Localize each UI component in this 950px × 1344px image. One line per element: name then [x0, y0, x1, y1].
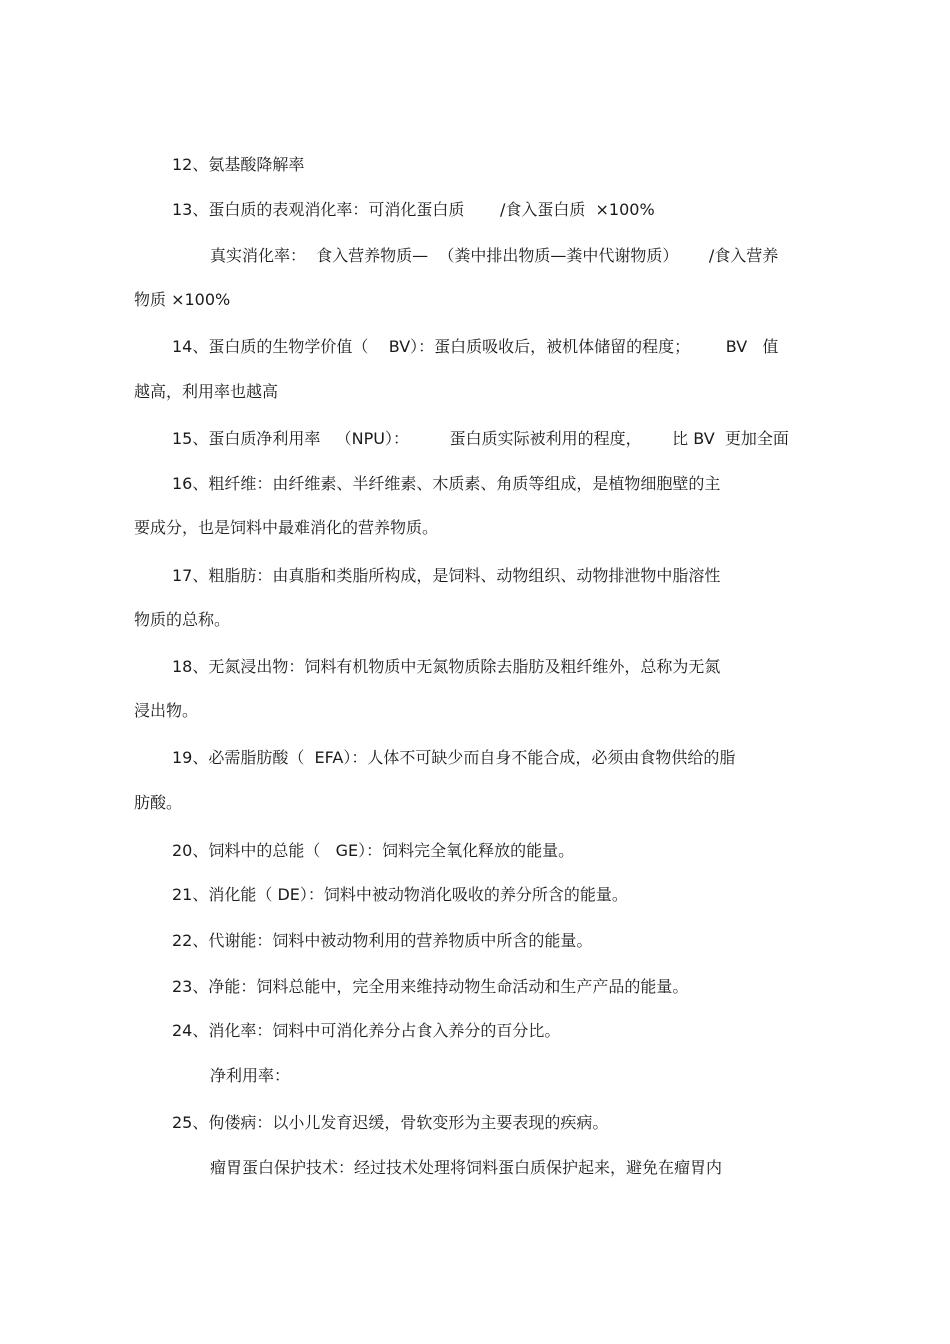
term-13-line: 13、蛋白质的表观消化率：可消化蛋白质 /食入蛋白质 ×100% — [172, 200, 655, 219]
term-21-line: 21、消化能（ DE）：饲料中被动物消化吸收的养分所含的能量。 — [172, 885, 628, 904]
rumen-protein-protection-line: 瘤胃蛋白保护技术：经过技术处理将饲料蛋白质保护起来，避免在瘤胃内 — [210, 1158, 723, 1177]
term-20-line: 20、饲料中的总能（ GE）：饲料完全氧化释放的能量。 — [172, 841, 575, 860]
term-18-continuation: 浸出物。 — [134, 701, 199, 720]
term-24-line: 24、消化率：饲料中可消化养分占食入养分的百分比。 — [172, 1021, 561, 1040]
term-19-continuation: 肪酸。 — [134, 793, 183, 812]
term-16-continuation: 要成分，也是饲料中最难消化的营养物质。 — [134, 518, 439, 537]
term-17-line: 17、粗脂肪：由真脂和类脂所构成，是饲料、动物组织、动物排泄物中脂溶性 — [172, 566, 721, 585]
term-19-line: 19、必需脂肪酸（ EFA）：人体不可缺少而自身不能合成，必须由食物供给的脂 — [172, 748, 736, 767]
term-15-line: 15、蛋白质净利用率 （NPU）： 蛋白质实际被利用的程度， 比 BV 更加全面 — [172, 429, 789, 448]
term-17-continuation: 物质的总称。 — [134, 610, 231, 629]
term-13-continuation: 物质 ×100% — [134, 290, 231, 309]
term-14-continuation: 越高，利用率也越高 — [134, 382, 279, 401]
term-16-line: 16、粗纤维：由纤维素、半纤维素、木质素、角质等组成，是植物细胞壁的主 — [172, 474, 721, 493]
term-18-line: 18、无氮浸出物：饲料有机物质中无氮物质除去脂肪及粗纤维外，总称为无氮 — [172, 657, 721, 676]
term-23-line: 23、净能：饲料总能中，完全用来维持动物生命活动和生产产品的能量。 — [172, 977, 689, 996]
term-13-true-digestibility-line: 真实消化率： 食入营养物质— （粪中排出物质—粪中代谢物质） /食入营养 — [210, 246, 779, 265]
term-22-line: 22、代谢能：饲料中被动物利用的营养物质中所含的能量。 — [172, 931, 593, 950]
term-12-line: 12、氨基酸降解率 — [172, 155, 305, 174]
term-24-net-utilization-line: 净利用率： — [210, 1066, 291, 1085]
term-25-line: 25、佝偻病：以小儿发育迟缓，骨软变形为主要表现的疾病。 — [172, 1113, 609, 1132]
term-14-line: 14、蛋白质的生物学价值（ BV）：蛋白质吸收后，被机体储留的程度； BV 值 — [172, 337, 779, 356]
